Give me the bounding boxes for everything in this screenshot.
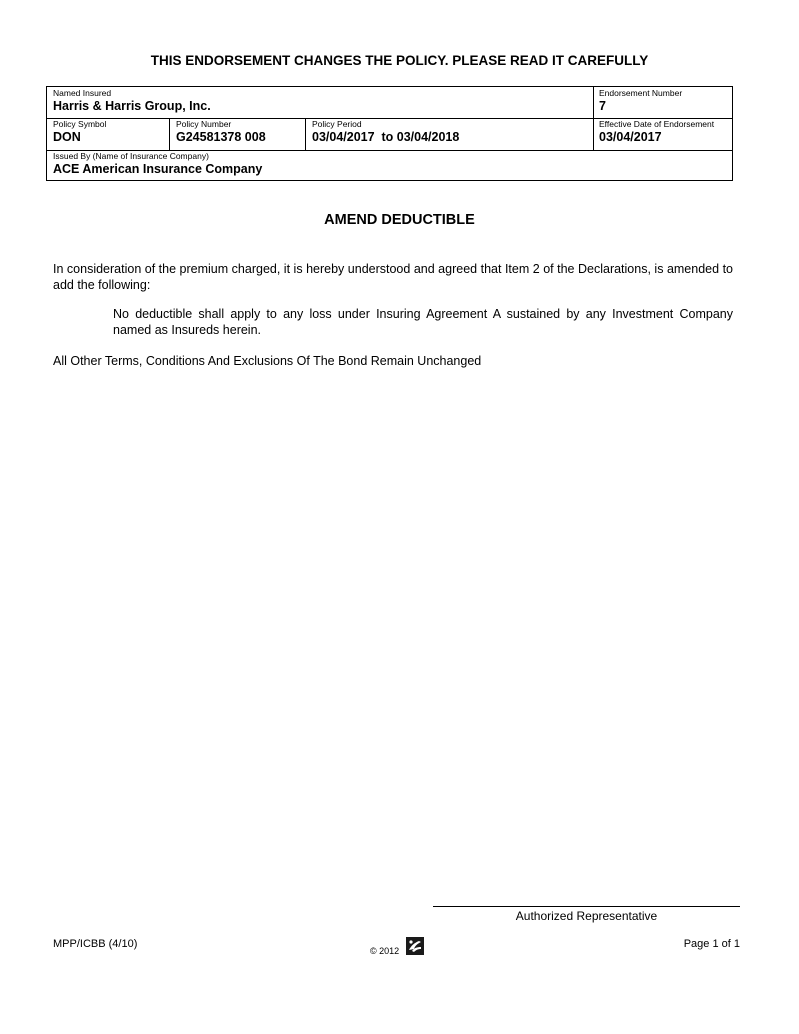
endorsement-notice: THIS ENDORSEMENT CHANGES THE POLICY. PLEASE READ IT CAREFULLY: [150, 53, 649, 68]
signature-line: [433, 906, 740, 907]
copyright-text: © 2012: [370, 946, 400, 956]
effective-date-label: Effective Date of Endorsement: [599, 119, 715, 129]
named-insured-label: Named Insured: [53, 88, 112, 98]
form-identifier: MPP/ICBB (4/10): [53, 938, 138, 950]
policy-number-label: Policy Number: [176, 119, 232, 129]
page-number: Page 1 of 1: [683, 938, 740, 950]
policy-symbol-label: Policy Symbol: [53, 119, 107, 129]
policy-period-label: Policy Period: [312, 119, 362, 129]
consideration-paragraph: In consideration of the premium charged, it is hereby understood and agreed that Item 2 of the Declarations, is amended to add the following:: [53, 262, 733, 292]
endorsement-number-value: 7: [599, 99, 606, 113]
column-divider: [305, 118, 306, 150]
closing-statement: All Other Terms, Conditions And Exclusions Of The Bond Remain Unchanged: [53, 354, 482, 368]
issued-by-value: ACE American Insurance Company: [53, 162, 263, 176]
effective-date-value: 03/04/2017: [599, 130, 662, 144]
policy-symbol-value: DON: [53, 130, 81, 144]
endorsement-number-label: Endorsement Number: [599, 88, 683, 98]
document-title: AMEND DEDUCTIBLE: [324, 212, 475, 228]
column-divider: [169, 118, 170, 150]
named-insured-value: Harris & Harris Group, Inc.: [53, 99, 211, 113]
signature-label: Authorized Representative: [515, 909, 658, 923]
policy-info-box: [46, 86, 733, 181]
issued-by-label: Issued By (Name of Insurance Company): [53, 151, 209, 161]
policy-number-value: G24581378 008: [176, 130, 266, 144]
deductible-clause: No deductible shall apply to any loss under Insuring Agreement A sustained by any Investment Company named as Insureds herein.: [113, 307, 733, 337]
ace-logo-icon: [406, 937, 424, 955]
policy-period-value: 03/04/2017 to 03/04/2018: [312, 130, 460, 144]
column-divider: [593, 87, 594, 150]
